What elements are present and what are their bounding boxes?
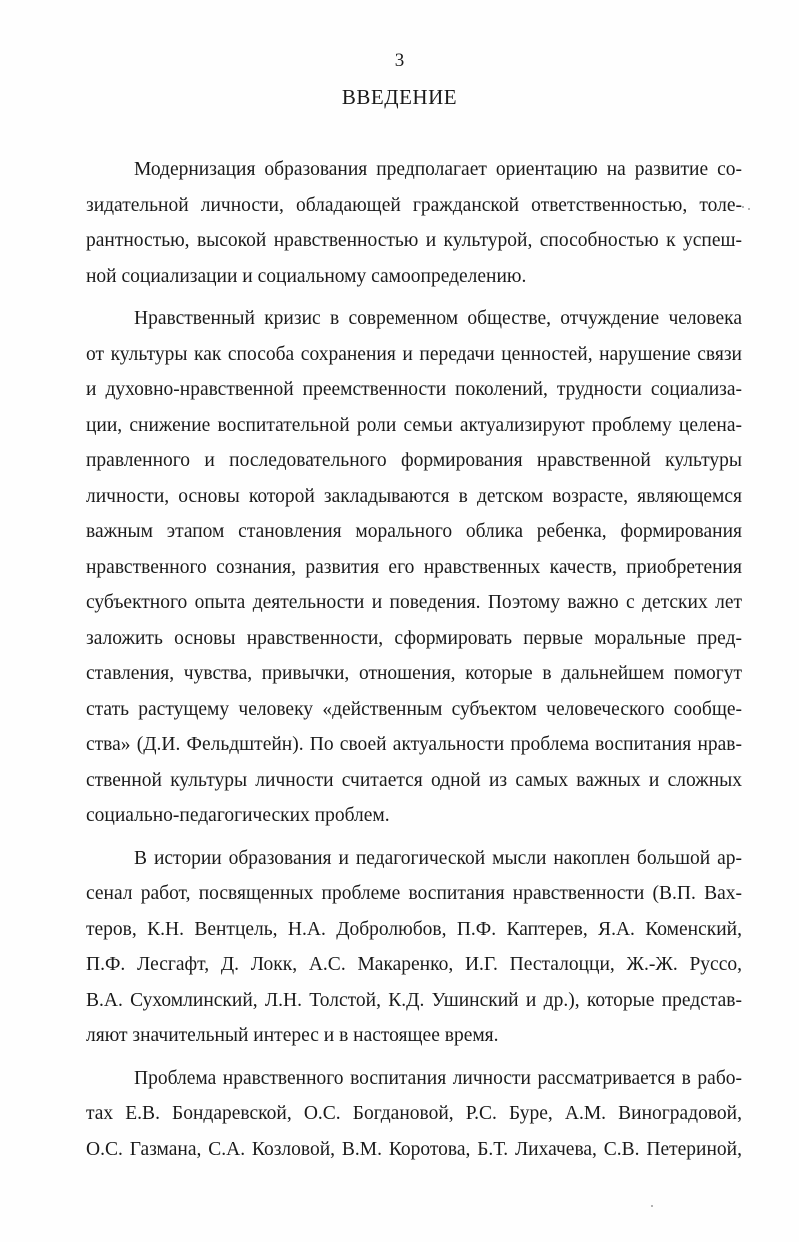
text-line: Нравственный кризис в современном обществе, отчуждение человека — [134, 308, 742, 329]
text-line: теров, К.Н. Вентцель, Н.А. Добролюбов, П.Ф. Каптерев, Я.А. Коменский, — [86, 918, 742, 940]
text-line: рантностью, высокой нравственностью и культурой, способностью к успеш- — [86, 230, 742, 251]
paragraph — [86, 152, 742, 294]
text-line: Проблема нравственного воспитания личности рассматривается в рабо- — [134, 1067, 742, 1089]
text-line: В истории образования и педагогической мысли накоплен большой ар- — [134, 847, 742, 869]
text-line: стать растущему человеку «действенным субъектом человеческого сообще- — [86, 698, 742, 720]
text-line: ляют значительный интерес и в настоящее время. — [86, 1025, 499, 1046]
paragraph — [86, 1061, 742, 1168]
paragraph — [86, 301, 742, 834]
text-line: субъектного опыта деятельности и поведения. Поэтому важно с детских лет — [86, 592, 742, 613]
page-number: 3 — [394, 50, 405, 71]
text-line: ственной культуры личности считается одной из самых важных и сложных — [86, 769, 742, 791]
text-line: ной социализации и социальному самоопределению. — [86, 265, 527, 287]
text-line: важным этапом становления морального облика ребенка, формирования — [86, 521, 742, 542]
text-line: сенал работ, посвященных проблеме воспитания нравственности (В.П. Вах- — [86, 883, 742, 904]
paragraph — [86, 841, 742, 1054]
text-line: личности, основы которой закладываются в детском возрасте, являющемся — [86, 485, 742, 507]
text-line: ства» (Д.И. Фельдштейн). По своей актуальности проблема воспитания нрав- — [86, 734, 742, 755]
text-line: ставления, чувства, привычки, отношения, которые в дальнейшем помогут — [86, 663, 742, 684]
text-line: Модернизация образования предполагает ориентацию на развитие со- — [134, 159, 742, 180]
scan-speck — [742, 206, 744, 208]
text-line: тах Е.В. Бондаревской, О.С. Богдановой, Р.С. Буре, А.М. Виноградовой, — [86, 1103, 742, 1124]
text-line: и духовно-нравственной преемственности поколений, трудности социализа- — [86, 379, 742, 400]
document-body — [86, 152, 742, 1174]
section-heading: ВВЕДЕНИЕ — [341, 85, 458, 109]
text-line: социально-педагогических проблем. — [86, 805, 390, 826]
scan-speck — [651, 1205, 653, 1207]
text-line: зидательной личности, обладающей гражданской ответственностью, толе- — [86, 194, 742, 216]
text-line: от культуры как способа сохранения и передачи ценностей, нарушение связи — [86, 343, 742, 365]
text-line: В.А. Сухомлинский, Л.Н. Толстой, К.Д. Ушинский и др.), которые представ- — [86, 989, 742, 1011]
text-line: правленного и последовательного формирования нравственной культуры — [86, 450, 742, 471]
text-line: ции, снижение воспитательной роли семьи актуализируют проблему целена- — [86, 414, 742, 436]
text-line: заложить основы нравственности, сформировать первые моральные пред- — [86, 627, 742, 649]
scan-speck — [748, 208, 750, 210]
text-line: О.С. Газмана, С.А. Козловой, В.М. Коротова, Б.Т. Лихачева, С.В. Петериной, — [86, 1138, 742, 1160]
text-line: П.Ф. Лесгафт, Д. Локк, А.С. Макаренко, И.Г. Песталоцци, Ж.-Ж. Руссо, — [86, 954, 742, 975]
text-line: нравственного сознания, развития его нравственных качеств, приобретения — [86, 556, 742, 578]
